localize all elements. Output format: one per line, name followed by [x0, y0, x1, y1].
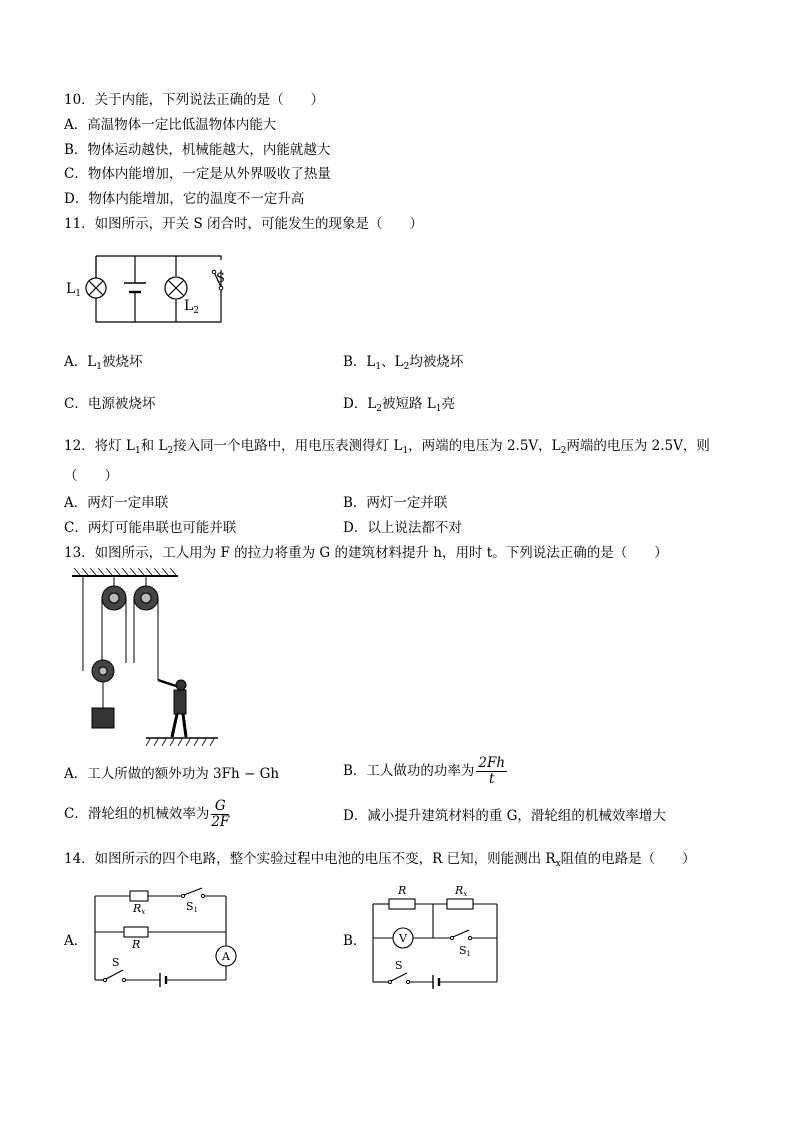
- q14-circuit-a: [90, 882, 240, 992]
- q14a-s-label: S: [112, 956, 120, 969]
- q14a-s1-label: S1: [186, 900, 199, 914]
- q14b-voltmeter-label: V: [399, 932, 407, 945]
- q14b-s1-label: S1: [459, 944, 472, 958]
- q13-c-fraction: $\frac{G}{2F}$: [211, 798, 230, 830]
- q14b-s-label: S: [395, 959, 403, 972]
- q14b-rx-label: Rx: [455, 884, 468, 898]
- q12-option-a: A．两灯一定串联: [64, 495, 169, 511]
- q11-l1-label: $L_1$: [66, 281, 82, 299]
- q11-circuit-figure: [66, 248, 228, 328]
- q11-option-d: D．$L_2$被短路 $L_1$亮: [343, 396, 456, 414]
- q14-stem: 14．如图所示的四个电路，整个实验过程中电池的电压不变，R 已知，则能测出 $R_x$阻值的电路是（ ）: [64, 851, 696, 869]
- q12-option-b: B．两灯一定并联: [343, 495, 448, 511]
- q12-stem-cont: （ ）: [64, 468, 118, 484]
- q11-option-a: A．$L_1$被烧坏: [64, 354, 143, 372]
- q11-l2-label: $L_2$: [184, 298, 200, 316]
- q11-option-b: B．$L_1$、$L_2$均被烧坏: [343, 354, 464, 372]
- q13-b-fraction: $\frac{2Fh}{t}$: [478, 755, 506, 787]
- q13-option-a: A．工人所做的额外功为 3Fh − Gh: [64, 766, 280, 782]
- q12-stem: 12．将灯 $L_1$和 $L_2$接入同一个电路中，用电压表测得灯 $L_1$，两端的电压为 2.5V，$L_2$两端的电压为 2.5V，则: [64, 438, 710, 456]
- q10-option-c: C．物体内能增加，一定是从外界吸收了热量: [64, 166, 331, 182]
- q14-option-a-label: A．: [64, 933, 88, 949]
- q14a-ammeter-label: A: [222, 950, 230, 963]
- q14a-r-label: R: [132, 938, 141, 951]
- q14-option-b-label: B．: [343, 933, 367, 949]
- q13-option-b: B．工人做功的功率为 $\frac{2Fh}{t}$: [343, 755, 506, 787]
- q10-option-a: A．高温物体一定比低温物体内能大: [64, 117, 277, 133]
- q14b-r-label: R: [398, 884, 407, 897]
- q13-stem: 13．如图所示，工人用为 F 的拉力将重为 G 的建筑材料提升 h，用时 t。下列说法正确的是（ ）: [64, 545, 668, 561]
- q14a-rx-label: Rx: [133, 902, 146, 916]
- q13-option-c: C．滑轮组的机械效率为 $\frac{G}{2F}$: [64, 798, 230, 830]
- q12-option-d: D．以上说法都不对: [343, 520, 462, 536]
- q11-switch-label: S: [216, 271, 225, 286]
- q14-circuit-b: [365, 882, 505, 992]
- q12-option-c: C．两灯可能串联也可能并联: [64, 520, 237, 536]
- q10-stem: 10．关于内能，下列说法正确的是（ ）: [64, 92, 325, 108]
- q11-option-c: C．电源被烧坏: [64, 396, 156, 412]
- q11-stem: 11．如图所示，开关 S 闭合时，可能发生的现象是（ ）: [64, 216, 424, 232]
- q10-option-d: D．物体内能增加，它的温度不一定升高: [64, 191, 305, 207]
- q13-option-d: D．减小提升建筑材料的重 G，滑轮组的机械效率增大: [343, 808, 666, 824]
- q13-pulley-figure: [68, 568, 228, 748]
- q10-option-b: B．物体运动越快，机械能越大，内能就越大: [64, 142, 331, 158]
